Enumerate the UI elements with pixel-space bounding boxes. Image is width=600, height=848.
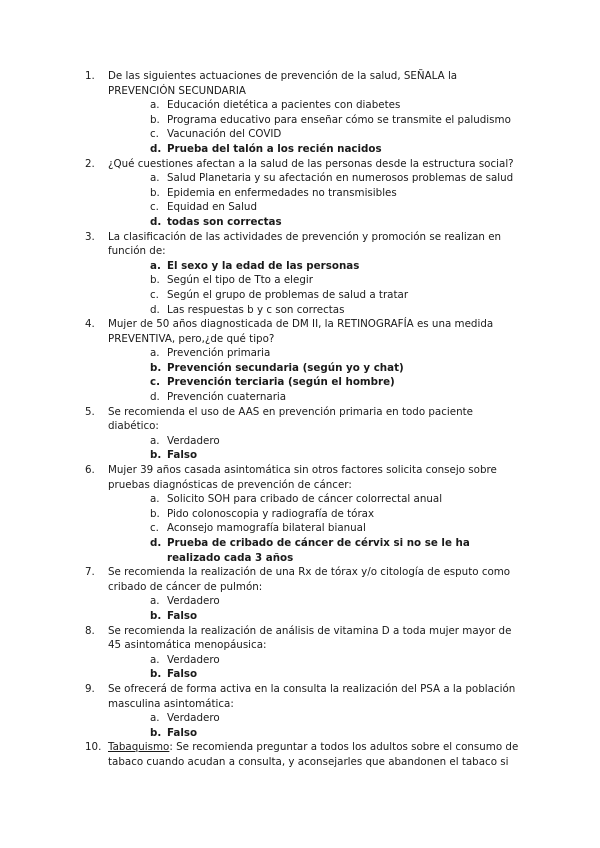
- question-number: 8.: [85, 624, 95, 637]
- answer-options: [108, 492, 525, 565]
- option-text: Equidad en Salud: [167, 201, 257, 214]
- answer-option: [108, 653, 525, 668]
- question-number: 5.: [85, 405, 95, 418]
- option-text: Educación dietética a pacientes con diabetes: [167, 99, 401, 112]
- option-letter: c.: [150, 522, 159, 535]
- option-letter: a.: [150, 347, 160, 360]
- option-letter: c.: [150, 376, 161, 389]
- option-text: Prevención secundaria (según yo y chat): [167, 361, 404, 374]
- question-text: De las siguientes actuaciones de prevención de la salud, SEÑALA la PREVENCIÓN SECUNDARIA: [108, 70, 458, 97]
- option-text: Según el tipo de Tto a elegir: [167, 274, 313, 287]
- option-text: Prueba del talón a los recién nacidos: [167, 142, 382, 155]
- question-number: 2.: [85, 157, 95, 170]
- question-text: Mujer de 50 años diagnosticada de DM II, la RETINOGRAFÍA es una medida PREVENTIVA, pero,¿de qué tipo?: [108, 318, 494, 345]
- question-number: 10.: [85, 741, 102, 754]
- answer-option: [108, 536, 525, 565]
- answer-option: [108, 507, 525, 522]
- option-letter: c.: [150, 288, 159, 301]
- option-text: Las respuestas b y c son correctas: [167, 303, 345, 316]
- answer-option: [108, 711, 525, 726]
- answer-option: [108, 609, 525, 624]
- question-number: 1.: [85, 70, 95, 82]
- answer-options: [108, 98, 525, 156]
- answer-option: [108, 200, 525, 215]
- question-text: Mujer 39 años casada asintomática sin otros factores solicita consejo sobre pruebas diagnósticas de prevención de cáncer:: [108, 464, 497, 491]
- answer-option: [108, 361, 525, 376]
- question-number: 9.: [85, 682, 95, 695]
- question-text: Se ofrecerá de forma activa en la consulta la realización del PSA a la población masculina asintomática:: [108, 682, 516, 710]
- answer-option: [108, 303, 525, 318]
- answer-option: [108, 346, 525, 361]
- question-4: [85, 317, 525, 405]
- question-text: Se recomienda la realización de análisis de vitamina D a toda mujer mayor de 45 asintomática menopáusica:: [108, 624, 512, 652]
- option-letter: b.: [150, 274, 160, 287]
- answer-option: [108, 375, 525, 390]
- question-10: [85, 740, 525, 769]
- option-letter: b.: [150, 449, 162, 462]
- option-letter: b.: [150, 609, 162, 622]
- option-text: Epidemia en enfermedades no transmisibles: [167, 186, 397, 199]
- option-letter: a.: [150, 259, 161, 272]
- question-list: [85, 69, 525, 770]
- answer-option: [108, 127, 525, 142]
- question-text: Se recomienda la realización de una Rx de tórax y/o citología de esputo como cribado de cáncer de pulmón:: [108, 566, 511, 593]
- question-1: [85, 69, 525, 157]
- option-letter: d.: [150, 303, 160, 316]
- option-letter: b.: [150, 361, 162, 374]
- answer-option: [108, 667, 525, 682]
- question-text: La clasificación de las actividades de prevención y promoción se realizan en función de:: [108, 230, 502, 258]
- option-text: Prevención primaria: [167, 347, 271, 360]
- question-8: [85, 624, 525, 682]
- option-text: Prevención cuaternaria: [167, 391, 287, 404]
- answer-option: [108, 448, 525, 463]
- option-letter: d.: [150, 391, 160, 404]
- option-text: todas son correctas: [167, 215, 282, 228]
- option-text: Salud Planetaria y su afectación en numerosos problemas de salud: [167, 172, 514, 185]
- option-text: Falso: [167, 668, 198, 681]
- option-letter: b.: [150, 113, 160, 126]
- answer-option: [108, 273, 525, 288]
- option-letter: a.: [150, 653, 160, 666]
- answer-option: [108, 186, 525, 201]
- option-text: Falso: [167, 449, 198, 462]
- option-text: El sexo y la edad de las personas: [167, 259, 360, 272]
- option-text: Verdadero: [167, 595, 220, 608]
- answer-option: [108, 259, 525, 274]
- answer-option: [108, 521, 525, 536]
- answer-options: [108, 653, 525, 682]
- question-text: : Se recomienda preguntar a todos los adultos sobre el consumo de tabaco cuando acudan a consulta, y aconsejarles que abandonen el tabaco si: [108, 741, 519, 768]
- answer-options: [108, 259, 525, 317]
- option-letter: d.: [150, 142, 162, 155]
- answer-option: [108, 594, 525, 609]
- option-text: Aconsejo mamografía bilateral bianual: [167, 522, 366, 535]
- question-topic: Tabaquismo: [108, 741, 170, 754]
- option-letter: b.: [150, 186, 160, 199]
- option-text: Vacunación del COVID: [167, 128, 282, 141]
- option-letter: a.: [150, 712, 160, 725]
- answer-option: [108, 142, 525, 157]
- option-text: Según el grupo de problemas de salud a tratar: [167, 288, 409, 301]
- option-text: Falso: [167, 726, 198, 739]
- option-text: Verdadero: [167, 712, 220, 725]
- answer-options: [108, 594, 525, 623]
- answer-option: [108, 98, 525, 113]
- question-text: ¿Qué cuestiones afectan a la salud de las personas desde la estructura social?: [108, 157, 514, 170]
- option-text: Verdadero: [167, 434, 220, 447]
- answer-option: [108, 288, 525, 303]
- answer-options: [108, 711, 525, 740]
- option-letter: a.: [150, 493, 160, 506]
- option-letter: a.: [150, 99, 160, 112]
- question-2: [85, 157, 525, 230]
- option-text: Prevención terciaria (según el hombre): [167, 376, 395, 389]
- option-letter: c.: [150, 201, 159, 214]
- option-letter: d.: [150, 537, 162, 549]
- answer-option: [108, 113, 525, 128]
- answer-option: [108, 171, 525, 186]
- answer-option: [108, 726, 525, 741]
- question-7: [85, 565, 525, 623]
- answer-options: [108, 346, 525, 404]
- answer-options: [108, 434, 525, 463]
- answer-option: [108, 492, 525, 507]
- option-letter: c.: [150, 128, 159, 141]
- question-text: Se recomienda el uso de AAS en prevención primaria en todo paciente diabético:: [108, 405, 473, 433]
- option-text: Solicito SOH para cribado de cáncer colorrectal anual: [167, 493, 443, 506]
- question-number: 4.: [85, 318, 95, 331]
- question-5: [85, 405, 525, 463]
- option-letter: d.: [150, 215, 162, 228]
- option-letter: a.: [150, 172, 160, 185]
- question-number: 6.: [85, 464, 95, 477]
- option-letter: a.: [150, 595, 160, 608]
- option-text: Prueba de cribado de cáncer de cérvix si no se le ha realizado cada 3 años: [167, 537, 470, 564]
- answer-options: [108, 171, 525, 229]
- option-text: Falso: [167, 609, 198, 622]
- answer-option: [108, 215, 525, 230]
- option-letter: b.: [150, 726, 162, 739]
- option-text: Verdadero: [167, 653, 220, 666]
- question-number: 7.: [85, 566, 95, 579]
- question-6: [85, 463, 525, 565]
- answer-option: [108, 390, 525, 405]
- option-text: Programa educativo para enseñar cómo se transmite el paludismo: [167, 113, 511, 126]
- question-3: [85, 230, 525, 318]
- option-text: Pido colonoscopia y radiografía de tórax: [167, 507, 375, 520]
- answer-option: [108, 434, 525, 449]
- option-letter: b.: [150, 668, 162, 681]
- option-letter: a.: [150, 434, 160, 447]
- question-number: 3.: [85, 230, 95, 243]
- option-letter: b.: [150, 507, 160, 520]
- question-9: [85, 682, 525, 740]
